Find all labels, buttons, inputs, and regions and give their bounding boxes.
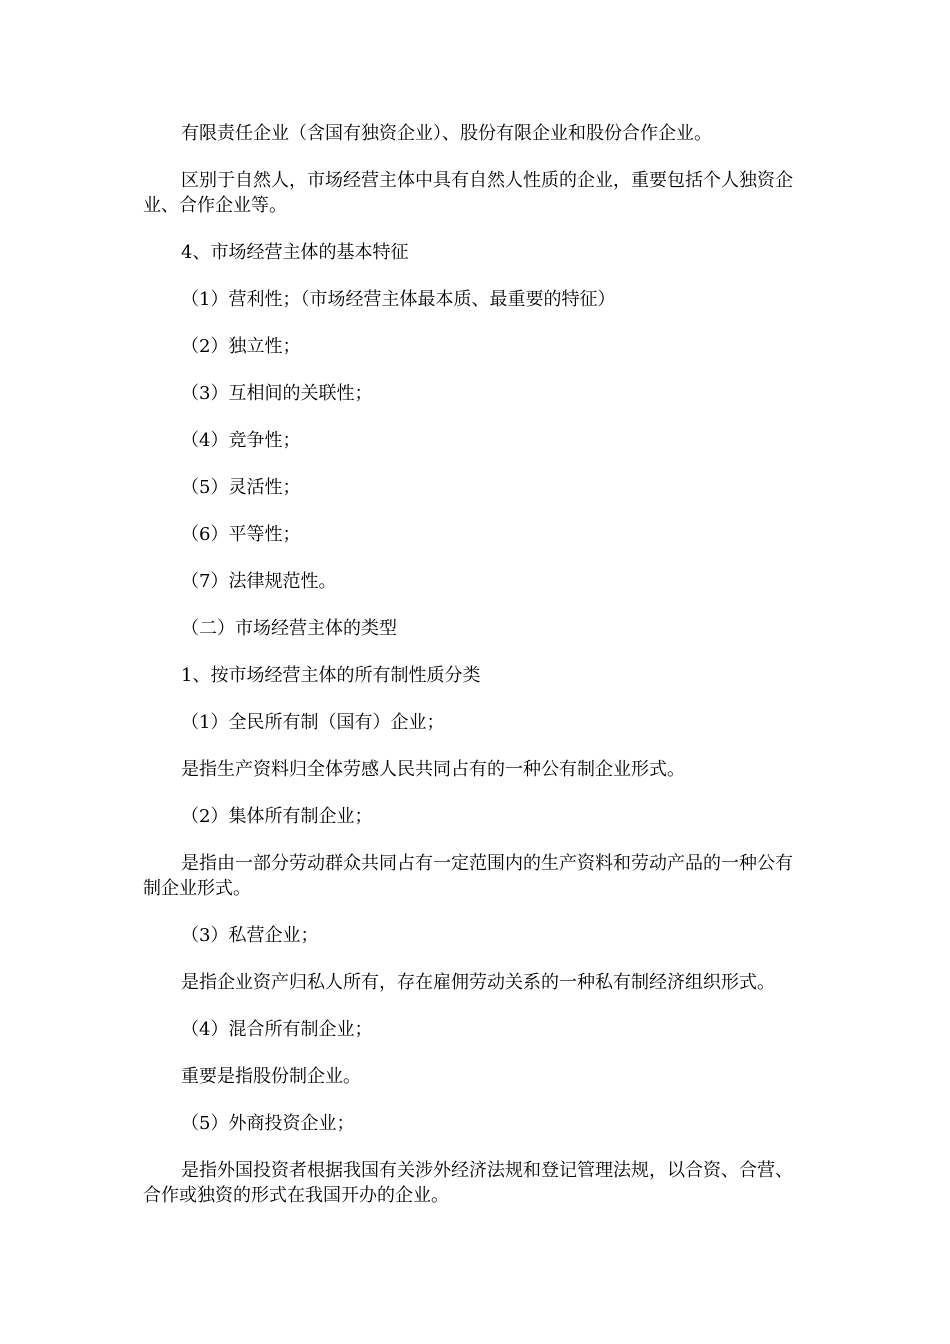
list-item: （2）独立性；: [181, 336, 301, 357]
paragraph: 区别于自然人，市场经营主体中具有自然人性质的企业，重要包括个人独资企业、合作企业等。: [143, 170, 793, 216]
section-heading: 1、按市场经营主体的所有制性质分类: [181, 665, 481, 686]
paragraph: 是指生产资料归全体劳感人民共同占有的一种公有制企业形式。: [181, 759, 685, 780]
list-item: （3）私营企业；: [181, 925, 319, 946]
section-heading: 4、市场经营主体的基本特征: [181, 242, 409, 263]
list-item: （1）全民所有制（国有）企业；: [181, 712, 445, 733]
list-item: （7）法律规范性。: [181, 571, 337, 592]
paragraph: 重要是指股份制企业。: [181, 1066, 361, 1087]
list-item: （3）互相间的关联性；: [181, 383, 373, 404]
document-body: [143, 121, 803, 1230]
list-item: （1）营利性；（市场经营主体最本质、最重要的特征）: [181, 289, 616, 310]
list-item: （4）竞争性；: [181, 430, 301, 451]
paragraph: 有限责任企业（含国有独资企业）、股份有限企业和股份合作企业。: [181, 123, 712, 144]
section-heading: （二）市场经营主体的类型: [181, 618, 397, 639]
list-item: （5）外商投资企业；: [181, 1113, 355, 1134]
paragraph: 是指企业资产归私人所有，存在雇佣劳动关系的一种私有制经济组织形式。: [181, 972, 775, 993]
paragraph: 是指外国投资者根据我国有关涉外经济法规和登记管理法规，以合资、合营、合作或独资的形式在我国开办的企业。: [143, 1160, 793, 1206]
list-item: （4）混合所有制企业；: [181, 1019, 373, 1040]
list-item: （2）集体所有制企业；: [181, 806, 373, 827]
list-item: （5）灵活性；: [181, 477, 301, 498]
paragraph: 是指由一部分劳动群众共同占有一定范围内的生产资料和劳动产品的一种公有制企业形式。: [143, 853, 793, 899]
list-item: （6）平等性；: [181, 524, 301, 545]
